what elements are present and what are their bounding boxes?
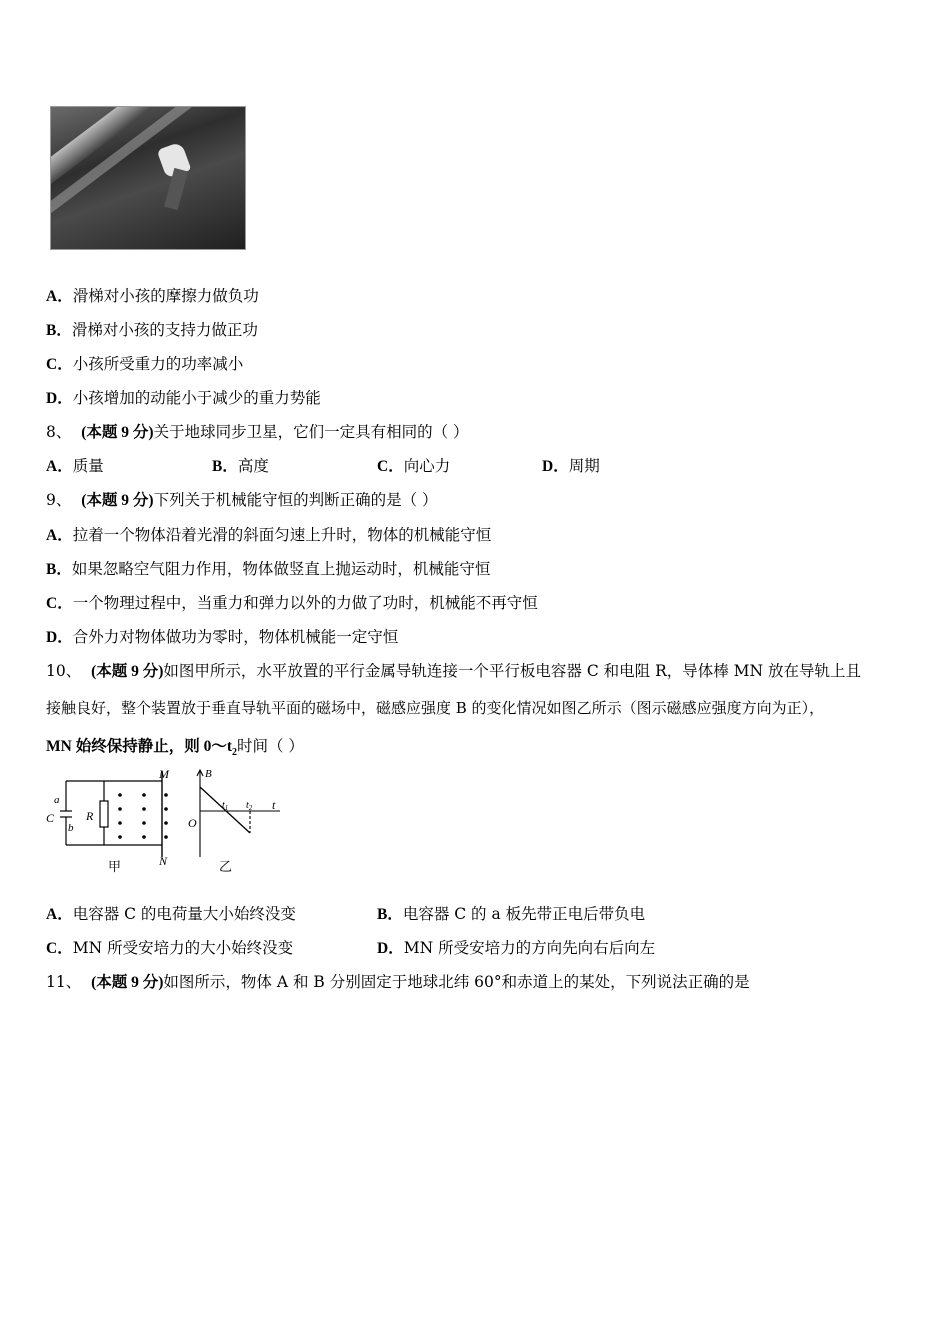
label-r: R	[86, 809, 94, 823]
q10-stem-line2: 接触良好，整个装置放于垂直导轨平面的磁场中，磁感应强度 B 的变化情况如图乙所示（图示磁感应强度方向为正），	[46, 699, 825, 717]
q8-option-a: A．质量	[46, 457, 104, 475]
label-t1: $t_1$	[222, 800, 229, 812]
q8-option-b: B．高度	[212, 457, 269, 475]
label-t-axis: t	[272, 798, 276, 812]
circuit-diagram	[60, 771, 162, 857]
label-jia: 甲	[108, 860, 122, 875]
q9-option-b: B．如果忽略空气阻力作用，物体做竖直上抛运动时，机械能守恒	[46, 560, 491, 578]
q10-option-d: D．MN 所受安培力的方向先向右后向左	[377, 939, 656, 957]
label-origin: O	[188, 816, 197, 830]
q9-option-d: D．合外力对物体做功为零时，物体机械能一定守恒	[46, 628, 399, 646]
slide-photo	[50, 106, 246, 250]
label-b-axis: B	[205, 768, 212, 780]
q10-figure	[44, 765, 294, 880]
q9-stem: 9、 (本题 9 分)下列关于机械能守恒的判断正确的是（ ）	[46, 491, 438, 509]
q10-option-a: A．电容器 C 的电荷量大小始终没变	[46, 905, 296, 923]
magnetic-field-dots	[118, 793, 168, 839]
q10-stem-line1: 10、 (本题 9 分)如图甲所示，水平放置的平行金属导轨连接一个平行板电容器 C 和电阻 R，导体棒 MN 放在导轨上且	[46, 662, 862, 680]
q11-stem: 11、 (本题 9 分)如图所示，物体 A 和 B 分别固定于地球北纬 60°和赤道上的某处，下列说法正确的是	[46, 973, 750, 991]
q7-option-a: A．滑梯对小孩的摩擦力做负功	[46, 287, 259, 305]
label-t2: $t_2$	[246, 800, 253, 812]
q8-option-c: C．向心力	[377, 457, 451, 475]
label-n: N	[159, 854, 168, 868]
q9-option-c: C．一个物理过程中，当重力和弹力以外的力做了功时，机械能不再守恒	[46, 594, 538, 612]
label-yi: 乙	[219, 860, 233, 875]
q8-stem: 8、 (本题 9 分)关于地球同步卫星，它们一定具有相同的（ ）	[46, 423, 469, 441]
q10-stem-line3: MN 始终保持静止，则 $0\sim t_2$时间（ ）	[46, 737, 304, 759]
label-b: b	[68, 822, 74, 834]
label-c: C	[46, 811, 55, 825]
q7-option-b: B．滑梯对小孩的支持力做正功	[46, 321, 258, 339]
resistor-r	[100, 801, 108, 827]
b-t-graph	[197, 770, 280, 857]
q7-option-c: C．小孩所受重力的功率减小	[46, 355, 244, 373]
q9-option-a: A．拉着一个物体沿着光滑的斜面匀速上升时，物体的机械能守恒	[46, 526, 492, 544]
q10-option-b: B．电容器 C 的 a 板先带正电后带负电	[377, 905, 646, 923]
slide-rail-shadow	[50, 106, 246, 226]
label-a: a	[54, 794, 60, 806]
q8-option-d: D．周期	[542, 457, 600, 475]
q7-option-d: D．小孩增加的动能小于减少的重力势能	[46, 389, 321, 407]
label-m: M	[159, 767, 169, 781]
q10-option-c: C．MN 所受安培力的大小始终没变	[46, 939, 294, 957]
